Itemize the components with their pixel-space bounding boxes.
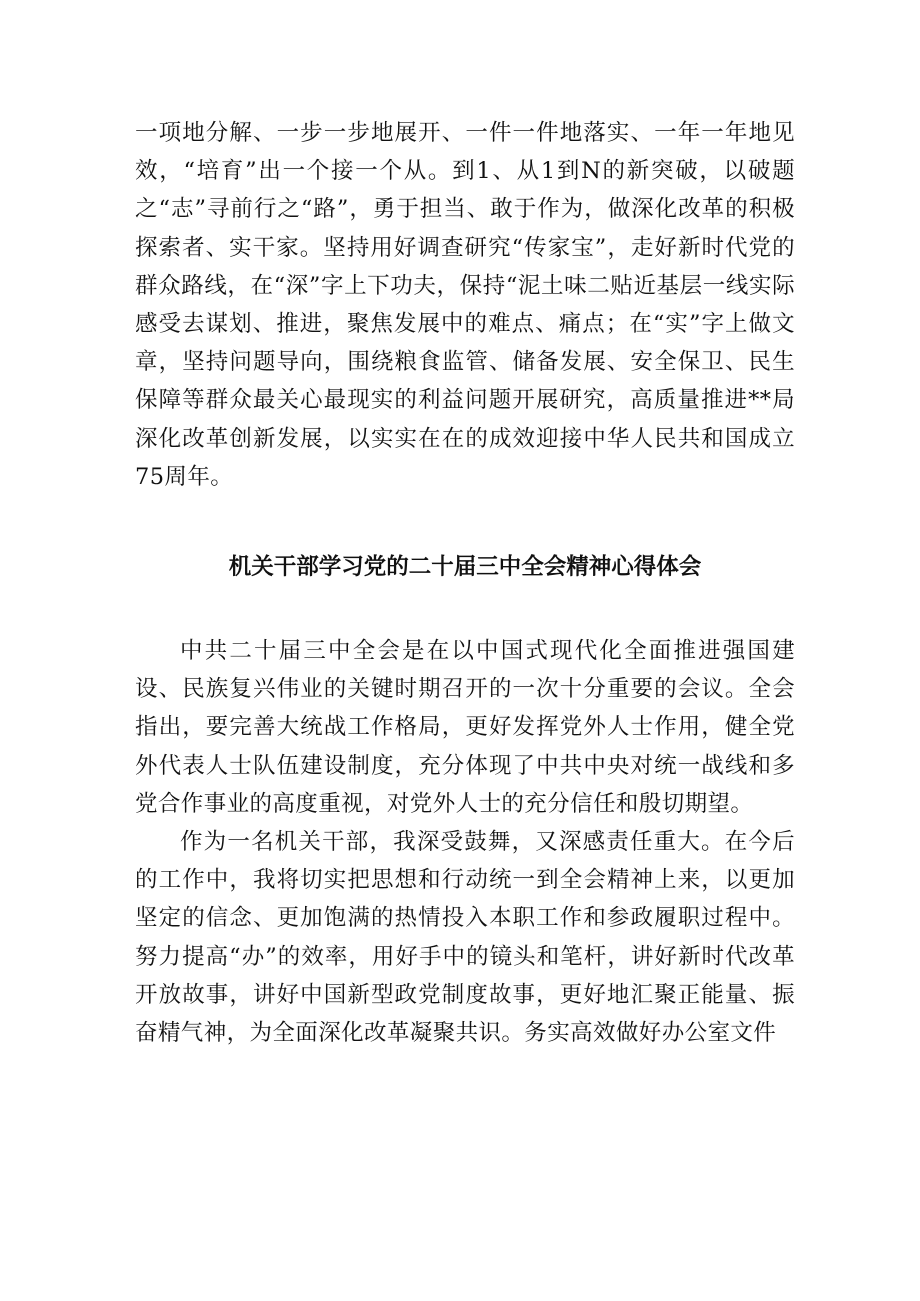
body-paragraph-2: 作为一名机关干部，我深受鼓舞，又深感责任重大。在今后的工作中，我将切实把思想和行动统一到全会精神上来，以更加坚定的信念、更加饱满的热情投入本职工作和参政履职过程中。努力提高“办”的效率，用好手中的镜头和笔杆，讲好新时代改革开放故事，讲好中国新型政党制度故事，更好地汇聚正能量、振奋精气神，为全面深化改革凝聚共识。务实高效做好办公室文件 <box>135 829 795 1047</box>
document-title: 机关干部学习党的二十届三中全会精神心得体会 <box>228 554 702 581</box>
continued-paragraph: 一项地分解、一步一步地展开、一件一件地落实、一年一年地见效，“培育”出一个接一个从。到1、从1到N的新突破，以破题之“志”寻前行之“路”，勇于担当、敢于作为，做深化改革的积极探索者、实干家。坚持用好调查研究“传家宝”，走好新时代党的群众路线，在“深”字上下功夫，保持“泥土味二贴近基层一线实际感受去谋划、推进，聚焦发展中的难点、痛点；在“实”字上做文章，坚持问题导向，围绕粮食监管、储备发展、安全保卫、民生保障等群众最关心最现实的利益问题开展研究，高质量推进**局深化改革创新发展，以实实在在的成效迎接中华人民共和国成立75周年。 <box>135 120 795 490</box>
document-page <box>135 114 795 1052</box>
body-paragraph-1: 中共二十届三中全会是在以中国式现代化全面推进强国建设、民族复兴伟业的关键时期召开的一次十分重要的会议。全会指出，要完善大统战工作格局，更好发挥党外人士作用，健全党外代表人士队伍建设制度，充分体现了中共中央对统一战线和多党合作事业的高度重视，对党外人士的充分信任和殷切期望。 <box>135 638 795 817</box>
